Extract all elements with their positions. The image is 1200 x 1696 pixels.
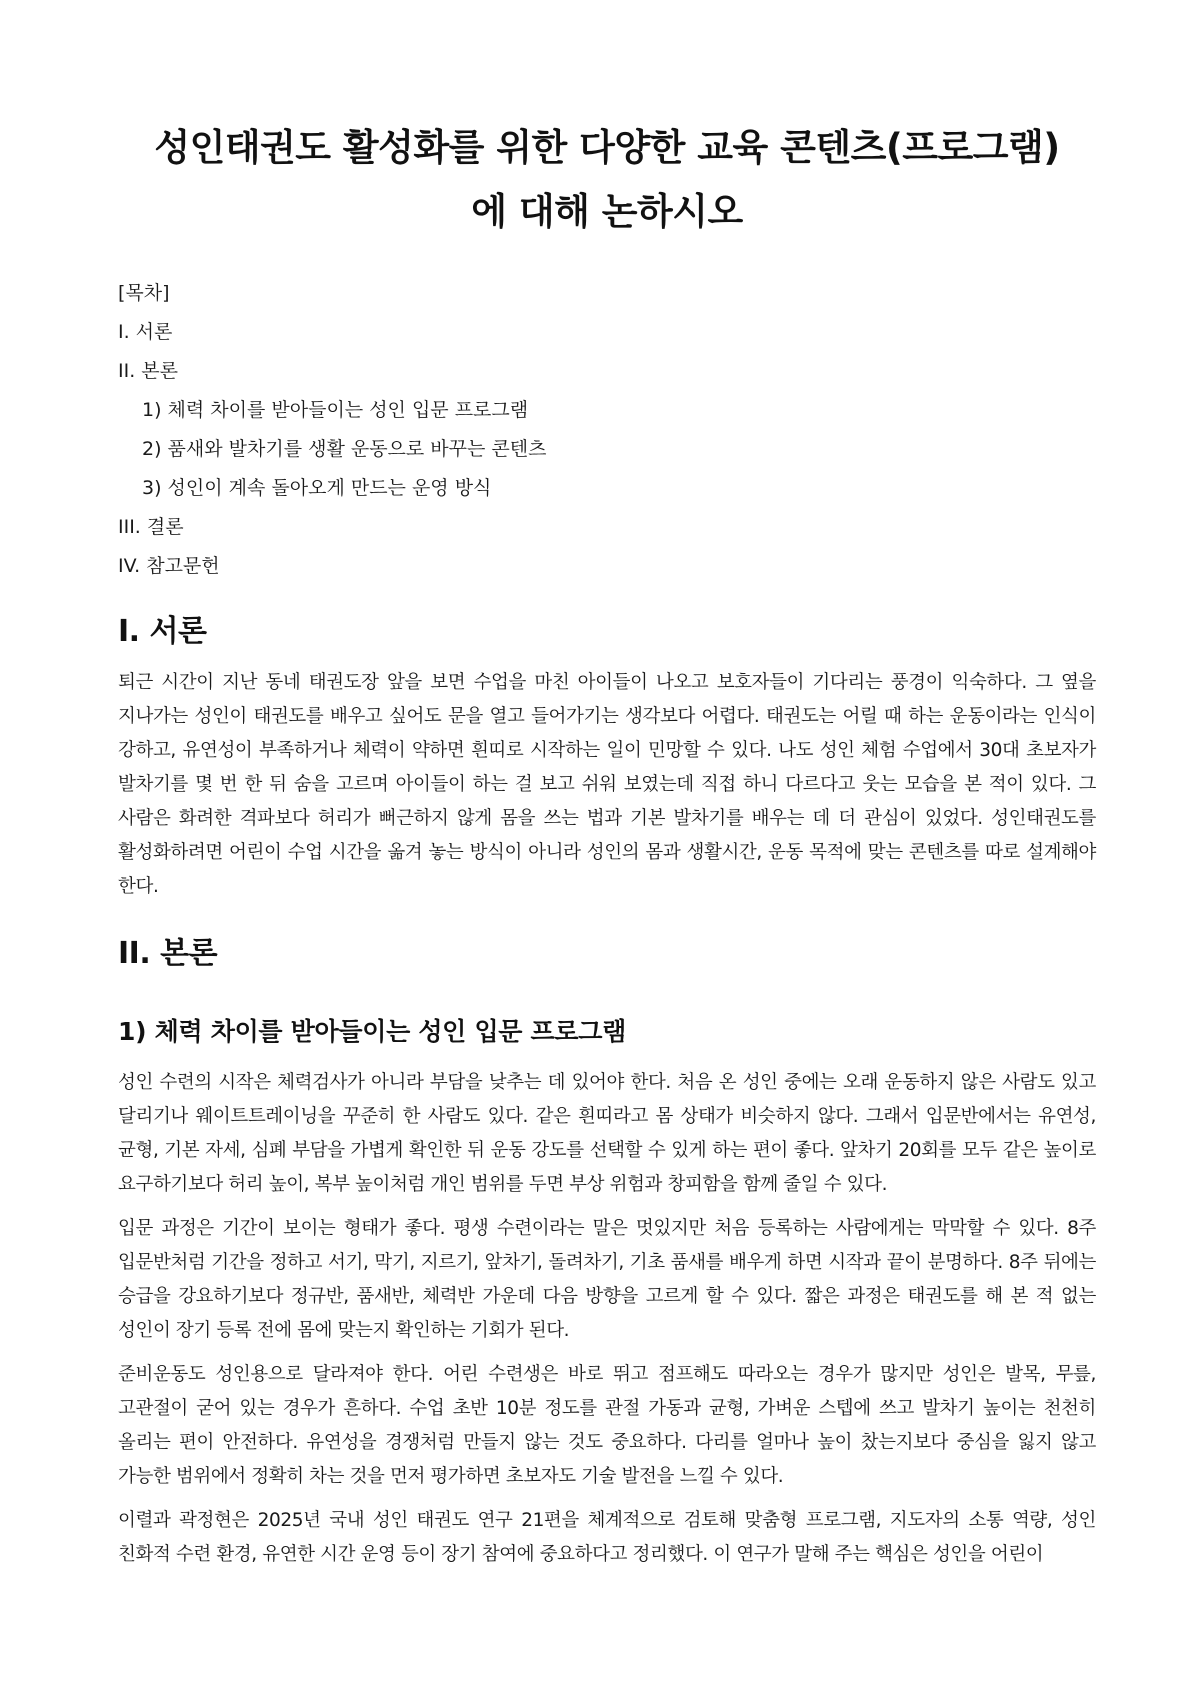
toc-item-body-3: 3) 성인이 계속 돌아오게 만드는 운영 방식 xyxy=(142,477,492,499)
subsection-heading-1: 1) 체력 차이를 받아들이는 성인 입문 프로그램 xyxy=(118,1017,626,1046)
toc-item-body-2: 2) 품새와 발차기를 생활 운동으로 바꾸는 콘텐츠 xyxy=(142,438,547,460)
table-of-contents xyxy=(118,274,1096,586)
toc-item-conclusion: III. 결론 xyxy=(118,516,184,538)
section-heading-body: II. 본론 xyxy=(118,936,218,971)
body-paragraph: 준비운동도 성인용으로 달라져야 한다. 어린 수련생은 바로 뛰고 점프해도 따라오는 경우가 많지만 성인은 발목, 무릎, 고관절이 굳어 있는 경우가 흔하다. 수업 초반 10분 정도를 관절 가동과 균형, 가벼운 스텝에 쓰고 발차기 높이는 천천히 올리는 편이 안전하다. 유연성을 경쟁처럼 만들지 않는 것도 중요하다. 다리를 얼마나 높이 찼는지보다 중심을 잃지 않고 가능한 범위에서 정확히 차는 것을 먼저 평가하면 초보자도 기술 발전을 느낄 수 있다. xyxy=(118,1364,1096,1487)
body-paragraph: 입문 과정은 기간이 보이는 형태가 좋다. 평생 수련이라는 말은 멋있지만 처음 등록하는 사람에게는 막막할 수 있다. 8주 입문반처럼 기간을 정하고 서기, 막기, 지르기, 앞차기, 돌려차기, 기초 품새를 배우게 하면 시작과 끝이 분명하다. 8주 뒤에는 승급을 강요하기보다 정규반, 품새반, 체력반 가운데 다음 방향을 고르게 할 수 있다. 짧은 과정은 태권도를 해 본 적 없는 성인이 장기 등록 전에 몸에 맞는지 확인하는 기회가 된다. xyxy=(118,1218,1096,1341)
toc-item-intro: I. 서론 xyxy=(118,321,173,343)
toc-item-body: II. 본론 xyxy=(118,360,178,382)
body-paragraph: 성인 수련의 시작은 체력검사가 아니라 부담을 낮추는 데 있어야 한다. 처음 온 성인 중에는 오래 운동하지 않은 사람도 있고 달리기나 웨이트트레이닝을 꾸준히 한 사람도 있다. 같은 흰띠라고 몸 상태가 비슷하지 않다. 그래서 입문반에서는 유연성, 균형, 기본 자세, 심폐 부담을 가볍게 확인한 뒤 운동 강도를 선택할 수 있게 하는 편이 좋다. 앞차기 20회를 모두 같은 높이로 요구하기보다 허리 높이, 복부 높이처럼 개인 범위를 두면 부상 위험과 창피함을 함께 줄일 수 있다. xyxy=(118,1072,1096,1195)
toc-item-references: IV. 참고문헌 xyxy=(118,555,220,577)
toc-heading: [목차] xyxy=(118,282,170,304)
document-title: 성인태권도 활성화를 위한 다양한 교육 콘텐츠(프로그램)에 대해 논하시오 xyxy=(154,126,1060,233)
body-paragraph: 이렬과 곽정현은 2025년 국내 성인 태권도 연구 21편을 체계적으로 검토해 맞춤형 프로그램, 지도자의 소통 역량, 성인 친화적 수련 환경, 유연한 시간 운영 등이 장기 참여에 중요하다고 정리했다. 이 연구가 말해 주는 핵심은 성인을 어린이 xyxy=(118,1510,1096,1565)
section-heading-intro: I. 서론 xyxy=(118,614,207,649)
toc-item-body-1: 1) 체력 차이를 받아들이는 성인 입문 프로그램 xyxy=(142,399,529,421)
intro-paragraph: 퇴근 시간이 지난 동네 태권도장 앞을 보면 수업을 마친 아이들이 나오고 보호자들이 기다리는 풍경이 익숙하다. 그 옆을 지나가는 성인이 태권도를 배우고 싶어도 문을 열고 들어가기는 생각보다 어렵다. 태권도는 어릴 때 하는 운동이라는 인식이 강하고, 유연성이 부족하거나 체력이 약하면 흰띠로 시작하는 일이 민망할 수 있다. 나도 성인 체험 수업에서 30대 초보자가 발차기를 몇 번 한 뒤 숨을 고르며 아이들이 하는 걸 보고 쉬워 보였는데 직접 하니 다르다고 웃는 모습을 본 적이 있다. 그 사람은 화려한 격파보다 허리가 뻐근하지 않게 몸을 쓰는 법과 기본 발차기를 배우는 데 더 관심이 있었다. 성인태권도를 활성화하려면 어린이 수업 시간을 옮겨 놓는 방식이 아니라 성인의 몸과 생활시간, 운동 목적에 맞는 콘텐츠를 따로 설계해야 한다. xyxy=(118,672,1096,897)
